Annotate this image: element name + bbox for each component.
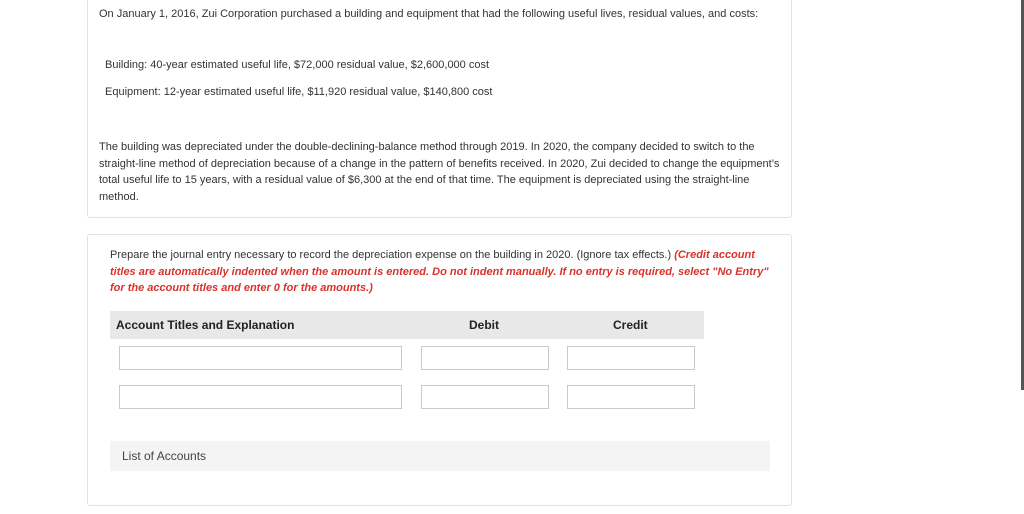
question-panel (87, 234, 792, 506)
debit-input-2[interactable] (421, 385, 549, 409)
building-details: Building: 40-year estimated useful life, $72,000 residual value, $2,600,000 cost (105, 59, 490, 71)
question-instructions (110, 247, 778, 297)
header-debit: Debit (469, 318, 499, 332)
problem-narrative: The building was depreciated under the double-declining-balance method through 2019. In 2020, the company decided to switch to the straight-line method of depreciation because of a change in the pattern of benefits received. In 2020, Zui decided to change the equipment’s total useful life to 15 years, with a residual value of $6,300 at the end of that time. The equipment is depreciated using the straight-line method. (99, 141, 780, 203)
problem-panel (87, 0, 792, 218)
equipment-details: Equipment: 12-year estimated useful life, $11,920 residual value, $140,800 cost (105, 86, 493, 98)
list-of-accounts-link[interactable]: List of Accounts (110, 441, 770, 471)
credit-input-1[interactable] (567, 346, 695, 370)
problem-intro: On January 1, 2016, Zui Corporation purchased a building and equipment that had the following useful lives, residual values, and costs: (99, 8, 759, 20)
debit-input-1[interactable] (421, 346, 549, 370)
journal-table-header (110, 311, 704, 339)
account-title-input-1[interactable] (119, 346, 402, 370)
header-account-titles: Account Titles and Explanation (116, 318, 295, 332)
credit-input-2[interactable] (567, 385, 695, 409)
question-prompt: Prepare the journal entry necessary to record the depreciation expense on the building in 2020. (Ignore tax effects.) (110, 249, 672, 261)
account-title-input-2[interactable] (119, 385, 402, 409)
header-credit: Credit (613, 318, 648, 332)
question-note: (Credit account titles are automatically indented when the amount is entered. Do not indent manually. If no entry is required, select "No Entry" for the account titles and enter 0 for the amounts.) (110, 249, 769, 294)
